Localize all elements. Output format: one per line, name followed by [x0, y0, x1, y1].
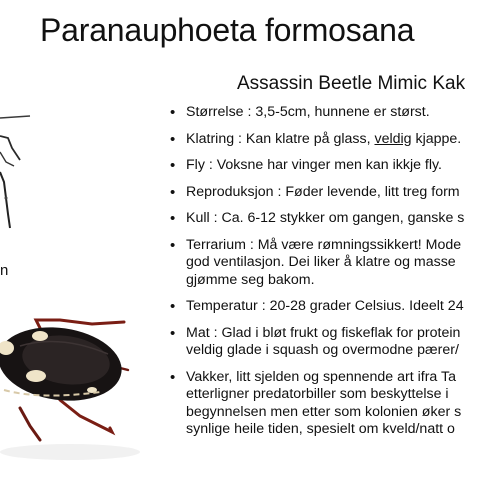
- list-item: • Temperatur : 20-28 grader Celsius. Ideelt 24: [170, 298, 480, 316]
- underlined-word: veldig: [374, 130, 412, 147]
- list-item: • Terrarium : Må være rømningssikkert! Mode god ventilasjon. Dei liker å klatre og masse gjømme seg bakom.: [170, 237, 480, 290]
- cockroach-photo: [0, 300, 160, 470]
- insect-leg-photo: [0, 112, 40, 232]
- list-item: • Vakker, litt sjelden og spennende art ifra Ta etterligner predatorbiller som beskyttelse i begynnelsen men etter som kolonien øker s synlige heile tiden, spesielt om kveld/natt o: [170, 369, 480, 439]
- left-fragment-text: n: [0, 262, 9, 279]
- list-item: • Størrelse : 3,5-5cm, hunnene er størst.: [170, 104, 480, 122]
- list-item: • Kull : Ca. 6-12 stykker om gangen, ganske s: [170, 210, 480, 228]
- facts-list: [170, 104, 480, 476]
- bullet-text: Klatring : Kan klatre på glass,: [186, 130, 375, 147]
- list-item: • Mat : Glad i bløt frukt og fiskeflak for protein veldig glade i squash og overmodne pærer/: [170, 325, 480, 360]
- list-item: [170, 131, 480, 149]
- list-item: • Reproduksjon : Føder levende, litt treg form: [170, 184, 480, 202]
- slide-subtitle: Assassin Beetle Mimic Kak: [237, 73, 466, 94]
- list-item: • Fly : Voksne har vinger men kan ikkje fly.: [170, 157, 480, 175]
- bullet-text: kjappe.: [411, 130, 462, 147]
- slide-title: Paranauphoeta formosana: [40, 12, 415, 48]
